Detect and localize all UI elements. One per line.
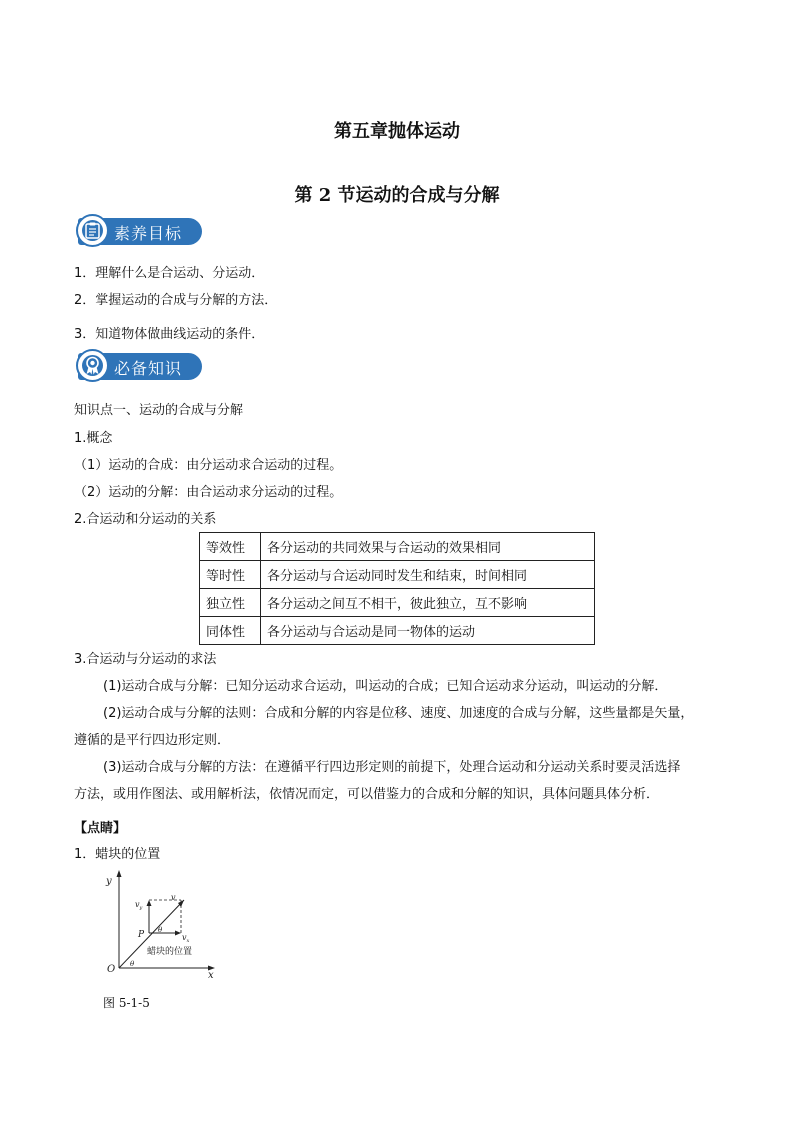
method-line-2a: (2)运动合成与分解的法则：合成和分解的内容是位移、速度、加速度的合成与分解，这些量都是矢量， bbox=[103, 706, 694, 721]
relation-heading: 2.合运动和分运动的关系 bbox=[74, 512, 217, 527]
table-value-cell: 各分运动之间互不相干，彼此独立，互不影响 bbox=[261, 589, 595, 617]
method-line-2b: 遵循的是平行四边形定则． bbox=[74, 733, 231, 748]
knowledge-badge bbox=[76, 349, 206, 383]
theta-label-upper: θ bbox=[158, 926, 163, 934]
method-heading: 3.合运动与分运动的求法 bbox=[74, 652, 217, 667]
table-key-cell: 同体性 bbox=[200, 617, 261, 645]
goals-badge bbox=[76, 214, 206, 248]
theta-label-lower: θ bbox=[130, 960, 135, 968]
concept-heading: 1.概念 bbox=[74, 431, 113, 446]
concept-line-2: （2）运动的分解：由合运动求分运动的过程。 bbox=[74, 485, 343, 500]
chapter-title: 第五章抛体运动 bbox=[334, 121, 460, 142]
knowledge-badge-label: 必备知识 bbox=[114, 359, 183, 378]
method-line-3a: (3)运动合成与分解的方法：在遵循平行四边形定则的前提下，处理合运动和分运动关系时要灵活选择 bbox=[103, 760, 681, 775]
table-value-cell: 各分运动与合运动同时发生和结束，时间相同 bbox=[261, 561, 595, 589]
figure-caption: 图 5-1-5 bbox=[103, 996, 150, 1010]
table-key-cell: 独立性 bbox=[200, 589, 261, 617]
concept-line-1: （1）运动的合成：由分运动求合运动的过程。 bbox=[74, 458, 343, 473]
table-row bbox=[200, 533, 595, 561]
section-title: 第 2 节运动的合成与分解 bbox=[294, 185, 500, 206]
path-line bbox=[119, 900, 184, 968]
goal-item-2: 2．掌握运动的合成与分解的方法． bbox=[74, 293, 278, 308]
vy-label: $v_y$ bbox=[135, 900, 143, 911]
method-line-3b: 方法，或用作图法、或用解析法，依情况而定，可以借鉴力的合成和分解的知识，具体问题具体分析． bbox=[74, 787, 660, 802]
table-value-cell: 各分运动的共同效果与合运动的效果相同 bbox=[261, 533, 595, 561]
goals-badge-label: 素养目标 bbox=[114, 224, 183, 243]
table-key-cell: 等时性 bbox=[200, 561, 261, 589]
relation-table bbox=[199, 532, 595, 645]
method-line-1: (1)运动合成与分解：已知分运动求合运动，叫运动的合成；已知合运动求分运动，叫运动的分解． bbox=[103, 679, 668, 694]
table-key-cell: 等效性 bbox=[200, 533, 261, 561]
v-label: v bbox=[171, 893, 176, 902]
table-row bbox=[200, 589, 595, 617]
goal-item-1: 1．理解什么是合运动、分运动． bbox=[74, 266, 265, 281]
path-label: 蜡块的位置 bbox=[147, 947, 193, 957]
tips-heading: 【点睛】 bbox=[74, 821, 127, 836]
knowledge-point-title: 知识点一、运动的合成与分解 bbox=[74, 403, 244, 418]
goal-item-3: 3．知道物体做曲线运动的条件． bbox=[74, 327, 265, 342]
point-label: P bbox=[138, 930, 145, 940]
table-value-cell: 各分运动与合运动是同一物体的运动 bbox=[261, 617, 595, 645]
wax-block-position-figure bbox=[100, 868, 225, 980]
y-axis-arrow bbox=[117, 870, 122, 877]
table-row bbox=[200, 561, 595, 589]
tips-item-1: 1．蜡块的位置 bbox=[74, 847, 161, 862]
vx-label: $v_x$ bbox=[182, 933, 190, 944]
origin-label: O bbox=[107, 964, 116, 975]
clipboard-icon bbox=[85, 222, 100, 239]
y-axis-label: y bbox=[106, 876, 112, 887]
award-icon bbox=[84, 356, 101, 375]
x-axis-label: x bbox=[208, 970, 214, 980]
table-row bbox=[200, 617, 595, 645]
